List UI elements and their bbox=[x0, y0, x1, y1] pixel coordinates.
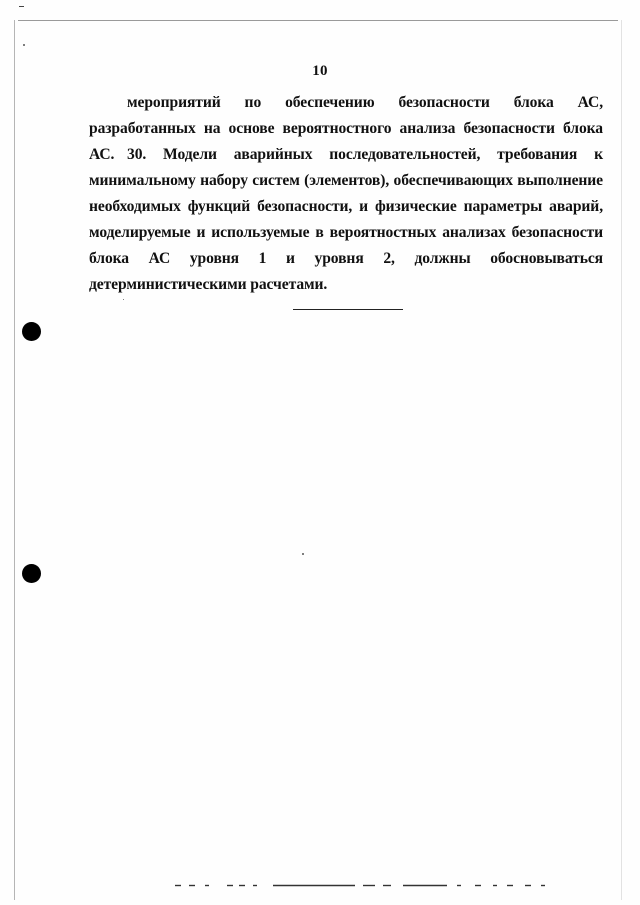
scan-mark bbox=[19, 6, 24, 7]
scan-speck bbox=[23, 44, 25, 46]
scan-speck bbox=[123, 299, 124, 300]
punch-hole-lower bbox=[22, 564, 41, 583]
end-of-text-rule bbox=[293, 309, 403, 310]
scan-border-left bbox=[14, 20, 15, 900]
scan-bottom-artifacts bbox=[175, 884, 550, 887]
scan-border-right bbox=[621, 20, 622, 900]
scan-speck bbox=[302, 553, 304, 555]
page-number: 10 bbox=[312, 63, 328, 79]
punch-hole-upper bbox=[22, 322, 41, 341]
scan-border-top bbox=[18, 20, 618, 21]
paragraph-continuation: мероприятий по обеспечению безопасности блока АС, разработанных на основе вероятностного анализа безопасности блока АС. bbox=[89, 94, 603, 163]
paragraph-item-30: 30. Модели аварийных последовательностей, требования к минимальному набору систем (элементов), обеспечивающих выполнение необходимых функций безопасности, и физические параметры аварий, моделируемые и используемые в вероятностных анализах безопасности блока АС уровня 1 и уровня 2, должны обосновываться детерминистическими расчетами. bbox=[89, 146, 603, 293]
